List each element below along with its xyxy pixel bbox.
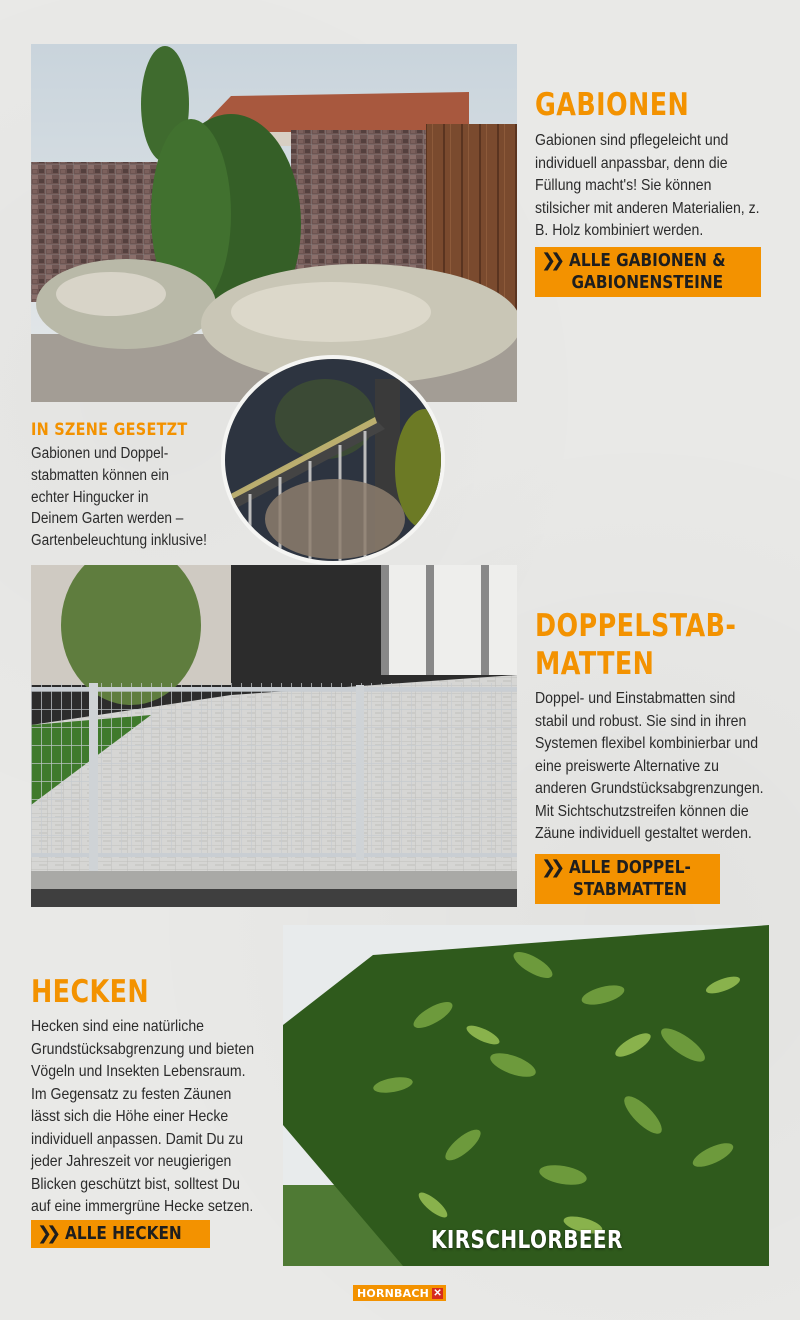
hecken-text: Hecken sind eine natürliche Grundstücksabgrenzung und bieten Vögeln und Insekten Lebensraum. Im Gegensatz zu festen Zäunen lässt sich die Höhe einer Hecke individuell anpassen. Damit Du zu jeder Jahreszeit vor neugierigen Blicken geschützt bist, solltest Du auf eine immergrüne Hecke setzen. [31, 1018, 255, 1215]
doppelstab-heading: DOPPELSTAB- MATTEN [535, 608, 737, 682]
lighting-inset-photo [221, 355, 445, 565]
hedge-photo [283, 925, 769, 1266]
gabionen-cta-label: ALLE GABIONEN & GABIONENSTEINE [569, 250, 726, 293]
hecken-cta-label: ALLE HECKEN [65, 1223, 182, 1244]
gabionen-cta-button[interactable] [535, 247, 761, 297]
szene-heading: IN SZENE GESETZT [31, 420, 188, 440]
doppelstab-cta-button[interactable] [535, 854, 720, 904]
double-rod-fence-illustration [31, 565, 517, 907]
chevron-right-icon: ❯❯ [541, 857, 560, 878]
gabionen-heading: GABIONEN [535, 87, 690, 123]
chevron-right-icon: ❯❯ [37, 1223, 56, 1244]
gabionen-text: Gabionen sind pflegeleicht und individuell anpassbar, denn die Füllung macht's! Sie können stilsicher mit anderen Materialien, z. B. Holz kombiniert werden. [535, 132, 760, 239]
doppelstab-cta-label: ALLE DOPPEL- STABMATTEN [569, 857, 691, 900]
railing-light-illustration [225, 359, 441, 561]
laurel-hedge-illustration [283, 925, 769, 1266]
doppelstab-photo [31, 565, 517, 907]
hornbach-logo [353, 1285, 446, 1301]
szene-text: Gabionen und Doppel- stabmatten können ein echter Hingucker in Deinem Garten werden – Gartenbeleuchtung inklusive! [31, 445, 207, 550]
gabion-photo [31, 44, 517, 402]
hornbach-x-icon: ✕ [433, 1287, 442, 1299]
gabion-photo-illustration [31, 44, 517, 402]
hecken-heading: HECKEN [31, 974, 150, 1010]
hecken-cta-button[interactable] [31, 1220, 210, 1248]
hornbach-logo-text: HORNBACH [357, 1286, 430, 1300]
doppelstab-text: Doppel- und Einstabmatten sind stabil und robust. Sie sind in ihren Systemen flexibel kombinierbar und eine preiswerte Alternative zu anderen Grundstücksabgrenzungen. Mit Sichtschutzstreifen können die Zäune individuell gestaltet werden. [535, 690, 764, 842]
chevron-right-icon: ❯❯ [541, 250, 560, 271]
hedge-photo-caption: KIRSCHLORBEER [431, 1225, 623, 1254]
